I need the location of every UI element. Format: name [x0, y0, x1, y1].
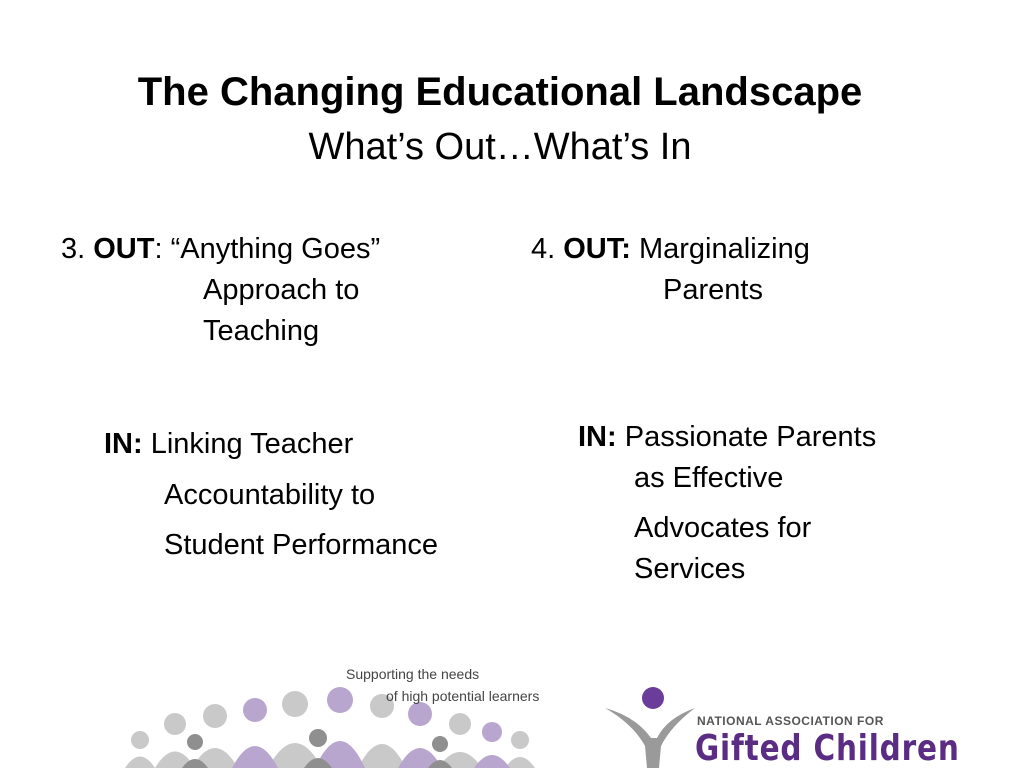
nagc-logo-big-text: Gifted Children	[695, 728, 960, 769]
right-in-line4: Services	[634, 553, 746, 585]
left-out-line1: : “Anything Goes”	[154, 233, 381, 265]
right-out-label: OUT:	[563, 233, 631, 265]
right-in-label: IN:	[578, 421, 617, 453]
left-out-number: 3.	[61, 233, 86, 265]
right-in-item	[578, 417, 876, 458]
right-in-line2: as Effective	[634, 462, 784, 494]
left-out-line3: Teaching	[203, 315, 320, 347]
left-in-line1: Linking Teacher	[150, 428, 354, 460]
right-in-line1: Passionate Parents	[624, 421, 877, 453]
left-in-line2: Accountability to	[164, 479, 376, 511]
right-in-line3: Advocates for	[634, 512, 812, 544]
tagline-line1: Supporting the needs	[346, 666, 480, 682]
slide-subtitle: What’s Out…What’s In	[308, 126, 692, 168]
left-out-line2: Approach to	[203, 274, 360, 306]
right-out-item	[531, 229, 810, 270]
tagline-line2: of high potential learners	[386, 688, 540, 704]
slide-title: The Changing Educational Landscape	[137, 70, 863, 114]
left-out-label: OUT	[93, 233, 155, 265]
left-out-item	[61, 229, 380, 270]
right-out-line1: Marginalizing	[638, 233, 810, 265]
left-in-label: IN:	[104, 428, 143, 460]
nagc-logo-icon	[605, 686, 695, 768]
left-in-line3: Student Performance	[164, 529, 439, 561]
nagc-logo-small-text: NATIONAL ASSOCIATION FOR	[697, 714, 884, 728]
right-out-number: 4.	[531, 233, 556, 265]
right-out-line2: Parents	[663, 274, 763, 306]
left-in-item	[104, 424, 353, 465]
